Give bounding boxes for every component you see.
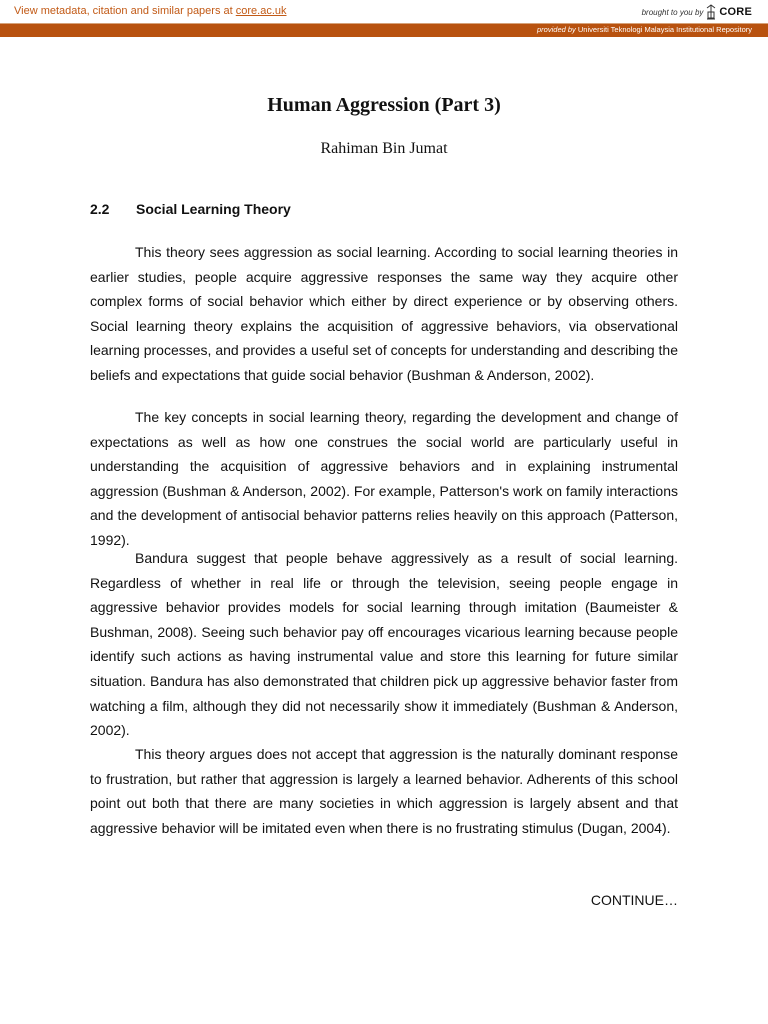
continue-text: CONTINUE… [590,892,678,908]
body-paragraph: This theory argues does not accept that aggression is the naturally dominant response to frustration, but rather that aggression is largely a learned behavior. Adherents of this school point out both that there are many societies in which aggression is largely absent and that aggressive behavior will be imitated even when there is no frustrating stimulus (Dugan, 2004). [90,746,678,836]
core-brand[interactable] [642,3,752,21]
section-heading [90,201,291,217]
provided-prefix: provided by [537,25,576,34]
document-title: Human Aggression (Part 3) [267,94,501,116]
body-paragraph: This theory sees aggression as social learning. According to social learning theories in earlier studies, people acquire aggressive responses the same way they acquire other complex forms of social behavior which either by direct experience or by observing others. Social learning theory explains the acquisition of aggressive behaviors, via observational learning processes, and provides a useful set of concepts for understanding and describing the beliefs and expectations that guide social behavior (Bushman & Anderson, 2002). [90,244,678,383]
core-logo-text: CORE [719,6,752,18]
section-title: Social Learning Theory [136,201,291,217]
brought-to-you-text: brought to you by [641,7,704,17]
body-paragraph: The key concepts in social learning theory, regarding the development and change of expectations as well as how one construes the social world are particularly useful in understanding the acquisition of aggressive behaviors and in explaining instrumental aggression (Bushman & Anderson, 2002). For example, Patterson's work on family interactions and the development of antisocial behavior patterns relies heavily on this approach (Patterson, 1992). [90,409,678,548]
metadata-notice [14,5,287,17]
provided-repository: Universiti Teknologi Malaysia Institutional Repository [577,25,752,34]
core-logo-icon [706,4,716,20]
provided-by-bar [0,24,768,37]
document-author: Rahiman Bin Jumat [320,140,448,157]
core-banner [0,0,768,24]
core-ac-uk-link[interactable]: core.ac.uk [235,5,287,17]
provided-by-text [537,25,752,34]
section-number: 2.2 [90,201,110,217]
body-paragraph: Bandura suggest that people behave aggressively as a result of social learning. Regardless of whether in real life or through the television, seeing people engage in aggressive behavior provides models for social learning through imitation (Baumeister & Bushman, 2008). Seeing such behavior pay off encourages vicarious learning because people identify such actions as having instrumental value and store this learning for future similar situation. Bandura has also demonstrated that children pick up aggressive behavior faster from watching a film, although they did not necessarily show it immediately (Bushman & Anderson, 2002). [90,550,678,739]
metadata-text: View metadata, citation and similar papers at [14,5,236,17]
